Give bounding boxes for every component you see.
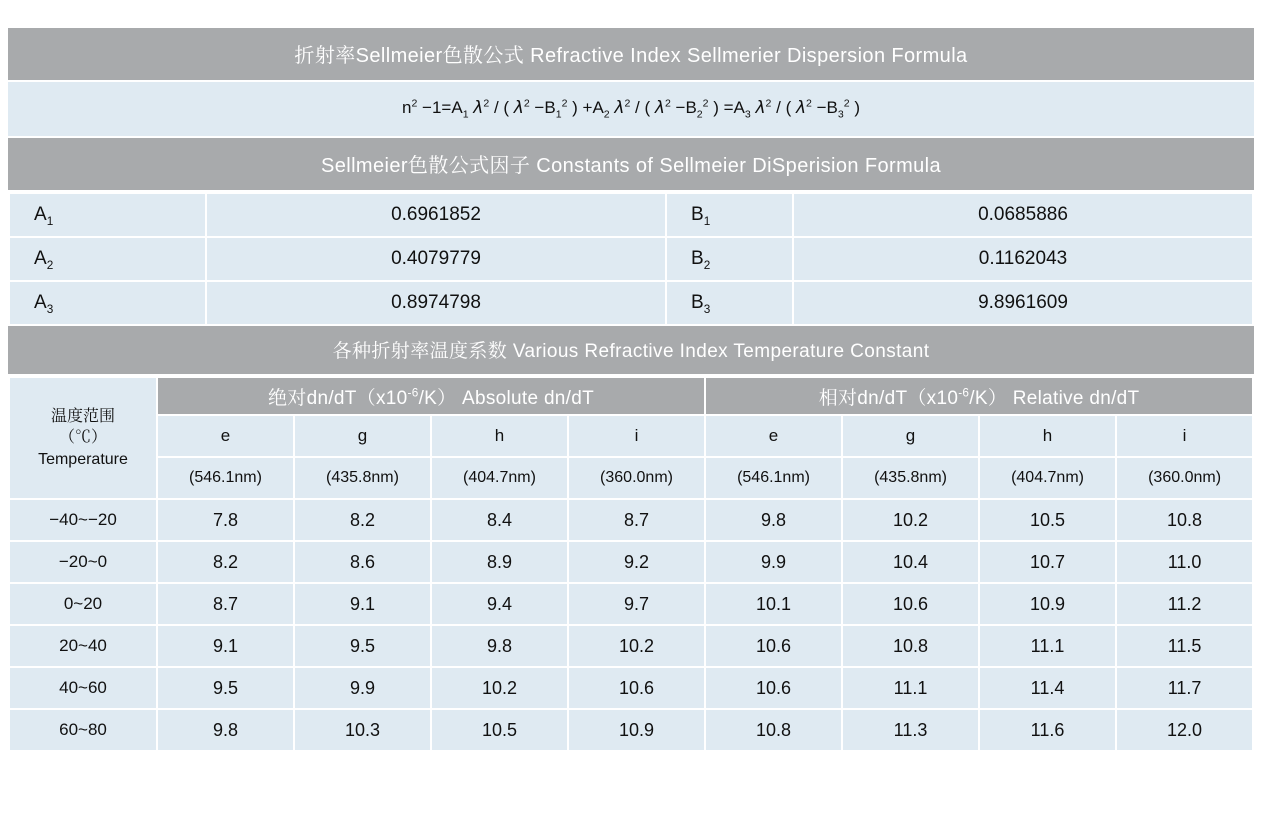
- constant-b-sub: 3: [703, 302, 711, 316]
- constant-b-value: 0.1162043: [793, 237, 1253, 281]
- cell-value: 8.7: [568, 499, 705, 541]
- cell-value: 8.9: [431, 541, 568, 583]
- column-wavelength-e-abs: (546.1nm): [157, 457, 294, 499]
- cell-value: 11.1: [842, 667, 979, 709]
- column-wavelength-e-rel: (546.1nm): [705, 457, 842, 499]
- table-row: [9, 237, 1253, 281]
- constant-a-label: $A_3$: [9, 281, 206, 325]
- constant-a-sub: 1: [46, 214, 54, 228]
- cell-value: 10.7: [979, 541, 1116, 583]
- column-line-g-rel: g: [842, 415, 979, 457]
- column-wavelength-h-abs: (404.7nm): [431, 457, 568, 499]
- table-row: [9, 625, 1253, 667]
- constant-a-label: $A_1$: [9, 193, 206, 237]
- cell-value: 10.6: [842, 583, 979, 625]
- column-wavelength-g-abs: (435.8nm): [294, 457, 431, 499]
- header-row-wavelengths: [9, 457, 1253, 499]
- column-wavelength-i-rel: (360.0nm): [1116, 457, 1253, 499]
- cell-value: 10.5: [431, 709, 568, 751]
- constant-a-value: 0.4079779: [206, 237, 666, 281]
- cell-value: 9.8: [705, 499, 842, 541]
- cell-value: 9.1: [157, 625, 294, 667]
- header-row-groups: [9, 377, 1253, 415]
- column-line-h-abs: h: [431, 415, 568, 457]
- cell-value: 10.5: [979, 499, 1116, 541]
- cell-value: 10.6: [705, 625, 842, 667]
- constant-a-sub: 3: [46, 302, 54, 316]
- cell-value: 10.2: [431, 667, 568, 709]
- cell-value: 9.9: [705, 541, 842, 583]
- cell-value: 11.0: [1116, 541, 1253, 583]
- cell-value: 10.8: [1116, 499, 1253, 541]
- table-row: [9, 709, 1253, 751]
- cell-value: 9.5: [294, 625, 431, 667]
- cell-value: 9.8: [431, 625, 568, 667]
- constant-b-label: $B_2$: [666, 237, 793, 281]
- group-relative-exp: -6: [958, 386, 970, 400]
- table-row: [9, 499, 1253, 541]
- temperature-range-corner: [9, 377, 157, 499]
- cell-value: 10.8: [842, 625, 979, 667]
- temperature-range: −40~−20: [9, 499, 157, 541]
- constant-b-label: $B_3$: [666, 281, 793, 325]
- sellmeier-formula: [8, 82, 1254, 138]
- column-line-i-rel: i: [1116, 415, 1253, 457]
- cell-value: 10.2: [568, 625, 705, 667]
- group-absolute-suffix: /K） Absolute dn/dT: [418, 387, 595, 409]
- constants-table: [8, 192, 1254, 326]
- cell-value: 8.4: [431, 499, 568, 541]
- cell-value: 9.2: [568, 541, 705, 583]
- cell-value: 9.5: [157, 667, 294, 709]
- cell-value: 12.0: [1116, 709, 1253, 751]
- constant-b-label: $B_1$: [666, 193, 793, 237]
- column-wavelength-h-rel: (404.7nm): [979, 457, 1116, 499]
- temperature-range: 60~80: [9, 709, 157, 751]
- cell-value: 9.8: [157, 709, 294, 751]
- cell-value: 11.1: [979, 625, 1116, 667]
- constant-b-sub: 2: [703, 258, 711, 272]
- cell-value: 10.9: [979, 583, 1116, 625]
- spec-sheet: [8, 28, 1254, 752]
- table-row: [9, 193, 1253, 237]
- cell-value: 10.8: [705, 709, 842, 751]
- formula-text: $n^2 -1=A_1$ $\lambda^2$ / ( $\lambda^2 -B_1^2$ ) $+A_2$ $\lambda^2$ / ( $\lambda^2 -B_2^2$ ) $=A_3$ $\lambda^2$ / ( $\lambda^2 -B_3^2$ ): [402, 97, 860, 121]
- table-row: [9, 281, 1253, 325]
- table-row: [9, 667, 1253, 709]
- column-wavelength-i-abs: (360.0nm): [568, 457, 705, 499]
- column-line-i-abs: i: [568, 415, 705, 457]
- temperature-range: 20~40: [9, 625, 157, 667]
- cell-value: 9.7: [568, 583, 705, 625]
- cell-value: 11.4: [979, 667, 1116, 709]
- temperature-range: 40~60: [9, 667, 157, 709]
- cell-value: 10.6: [568, 667, 705, 709]
- column-wavelength-g-rel: (435.8nm): [842, 457, 979, 499]
- cell-value: 11.3: [842, 709, 979, 751]
- constant-b-sub: 1: [703, 214, 711, 228]
- temperature-range: −20~0: [9, 541, 157, 583]
- group-relative-prefix: 相对dn/dT（x10: [818, 387, 959, 409]
- cell-value: 11.5: [1116, 625, 1253, 667]
- corner-line-3: Temperature: [38, 450, 128, 468]
- column-line-e-abs: e: [157, 415, 294, 457]
- constants-title-band: Sellmeier色散公式因子 Constants of Sellmeier DiSperision Formula: [8, 138, 1254, 192]
- cell-value: 10.6: [705, 667, 842, 709]
- temperature-title-band: 各种折射率温度系数 Various Refractive Index Temperature Constant: [8, 326, 1254, 376]
- constant-a-value: 0.6961852: [206, 193, 666, 237]
- column-line-h-rel: h: [979, 415, 1116, 457]
- constant-a-label: $A_2$: [9, 237, 206, 281]
- header-row-lines: [9, 415, 1253, 457]
- column-line-g-abs: g: [294, 415, 431, 457]
- cell-value: 10.4: [842, 541, 979, 583]
- cell-value: 7.8: [157, 499, 294, 541]
- group-header-relative: [705, 377, 1253, 415]
- group-relative-suffix: /K） Relative dn/dT: [969, 387, 1140, 409]
- table-row: [9, 583, 1253, 625]
- cell-value: 8.2: [157, 541, 294, 583]
- corner-line-2: （℃）: [58, 429, 107, 447]
- cell-value: 9.9: [294, 667, 431, 709]
- cell-value: 8.6: [294, 541, 431, 583]
- constant-b-value: 9.8961609: [793, 281, 1253, 325]
- cell-value: 11.2: [1116, 583, 1253, 625]
- group-header-absolute: [157, 377, 705, 415]
- cell-value: 10.3: [294, 709, 431, 751]
- table-row: [9, 541, 1253, 583]
- cell-value: 11.7: [1116, 667, 1253, 709]
- formula-title-band: 折射率Sellmeier色散公式 Refractive Index Sellmerier Dispersion Formula: [8, 28, 1254, 82]
- group-absolute-prefix: 绝对dn/dT（x10: [268, 387, 408, 409]
- temperature-coefficient-table: [8, 376, 1254, 752]
- cell-value: 11.6: [979, 709, 1116, 751]
- cell-value: 8.7: [157, 583, 294, 625]
- cell-value: 10.9: [568, 709, 705, 751]
- cell-value: 9.4: [431, 583, 568, 625]
- corner-line-1: 温度范围: [50, 407, 115, 425]
- temperature-range: 0~20: [9, 583, 157, 625]
- cell-value: 10.2: [842, 499, 979, 541]
- constant-a-value: 0.8974798: [206, 281, 666, 325]
- group-absolute-exp: -6: [407, 386, 419, 400]
- constant-b-value: 0.0685886: [793, 193, 1253, 237]
- constant-a-sub: 2: [46, 258, 54, 272]
- cell-value: 8.2: [294, 499, 431, 541]
- cell-value: 9.1: [294, 583, 431, 625]
- column-line-e-rel: e: [705, 415, 842, 457]
- cell-value: 10.1: [705, 583, 842, 625]
